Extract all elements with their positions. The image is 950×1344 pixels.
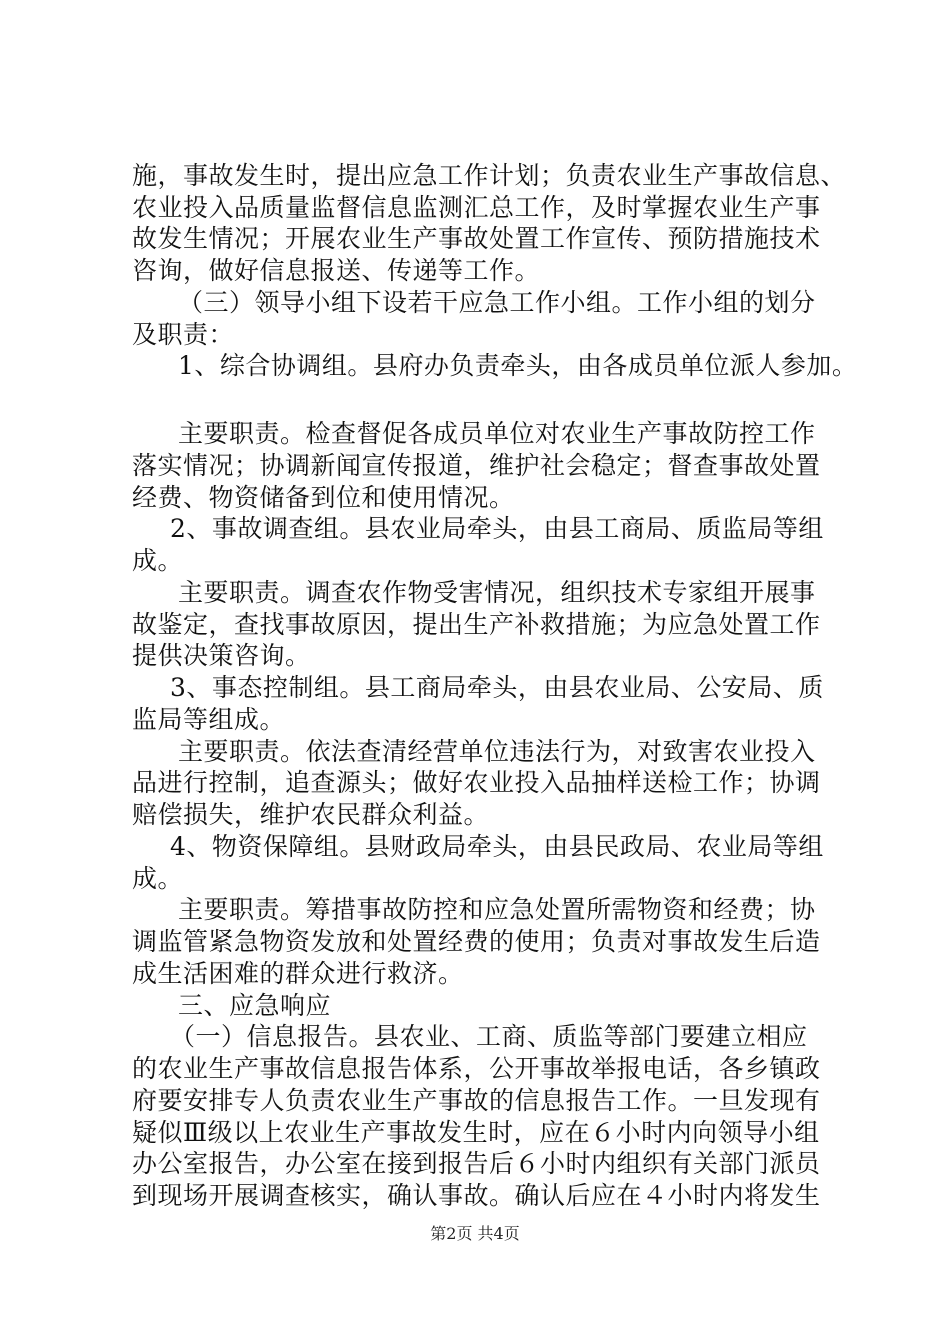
body-text-line: 到现场开展调查核实，确认事故。确认后应在４小时内将发生 — [132, 1181, 821, 1210]
body-text-line: 主要职责。筹措事故防控和应急处置所需物资和经费；协 — [178, 895, 816, 924]
body-text-line: 落实情况；协调新闻宣传报道，维护社会稳定；督查事故处置 — [132, 451, 821, 480]
body-text-line: 成。 — [132, 546, 184, 575]
body-text-line: 成生活困难的群众进行救济。 — [132, 959, 464, 988]
body-text-line: 施，事故发生时，提出应急工作计划；负责农业生产事故信息、 — [132, 161, 847, 190]
body-text-line: 及职责： — [132, 320, 235, 349]
body-text-line: 主要职责。依法查清经营单位违法行为，对致害农业投入 — [178, 737, 816, 766]
body-text-line: 主要职责。检查督促各成员单位对农业生产事故防控工作 — [178, 419, 816, 448]
list-item-line: 1、综合协调组。县府办负责牵头，由各成员单位派人参加。 — [178, 351, 858, 380]
body-text-line: 主要职责。调查农作物受害情况，组织技术专家组开展事 — [178, 578, 816, 607]
section-heading-line: （一）信息报告。县农业、工商、质监等部门要建立相应 — [170, 1022, 808, 1051]
section-heading-line: （三）领导小组下设若干应急工作小组。工作小组的划分 — [178, 288, 816, 317]
body-text-line: 疑似Ⅲ级以上农业生产事故发生时，应在６小时内向领导小组 — [132, 1118, 820, 1147]
list-item-line: 2、事故调查组。县农业局牵头，由县工商局、质监局等组 — [170, 514, 824, 543]
body-text-line: 府要安排专人负责农业生产事故的信息报告工作。一旦发现有 — [132, 1086, 821, 1115]
section-heading-line: 三、应急响应 — [178, 991, 332, 1020]
body-text-line: 的农业生产事故信息报告体系，公开事故举报电话，各乡镇政 — [132, 1054, 821, 1083]
body-text-line: 故鉴定，查找事故原因，提出生产补救措施；为应急处置工作 — [132, 610, 821, 639]
body-text-line: 故发生情况；开展农业生产事故处置工作宣传、预防措施技术 — [132, 224, 821, 253]
list-item-line: 4、物资保障组。县财政局牵头，由县民政局、农业局等组 — [170, 832, 824, 861]
list-item-line: 3、事态控制组。县工商局牵头，由县农业局、公安局、质 — [170, 673, 824, 702]
body-text-line: 咨询，做好信息报送、传递等工作。 — [132, 256, 541, 285]
body-text-line: 品进行控制，追查源头；做好农业投入品抽样送检工作；协调 — [132, 768, 821, 797]
body-text-line: 农业投入品质量监督信息监测汇总工作，及时掌握农业生产事 — [132, 193, 821, 222]
body-text-line: 提供决策咨询。 — [132, 641, 311, 670]
body-text-line: 调监管紧急物资发放和处置经费的使用；负责对事故发生后造 — [132, 927, 821, 956]
body-text-line: 赔偿损失，维护农民群众利益。 — [132, 800, 490, 829]
page-footer: 第2页 共4页 — [430, 1224, 520, 1243]
body-text-line: 成。 — [132, 864, 184, 893]
body-text-line: 监局等组成。 — [132, 705, 286, 734]
body-text-line: 办公室报告，办公室在接到报告后６小时内组织有关部门派员 — [132, 1149, 821, 1178]
body-text-line: 经费、物资储备到位和使用情况。 — [132, 483, 515, 512]
